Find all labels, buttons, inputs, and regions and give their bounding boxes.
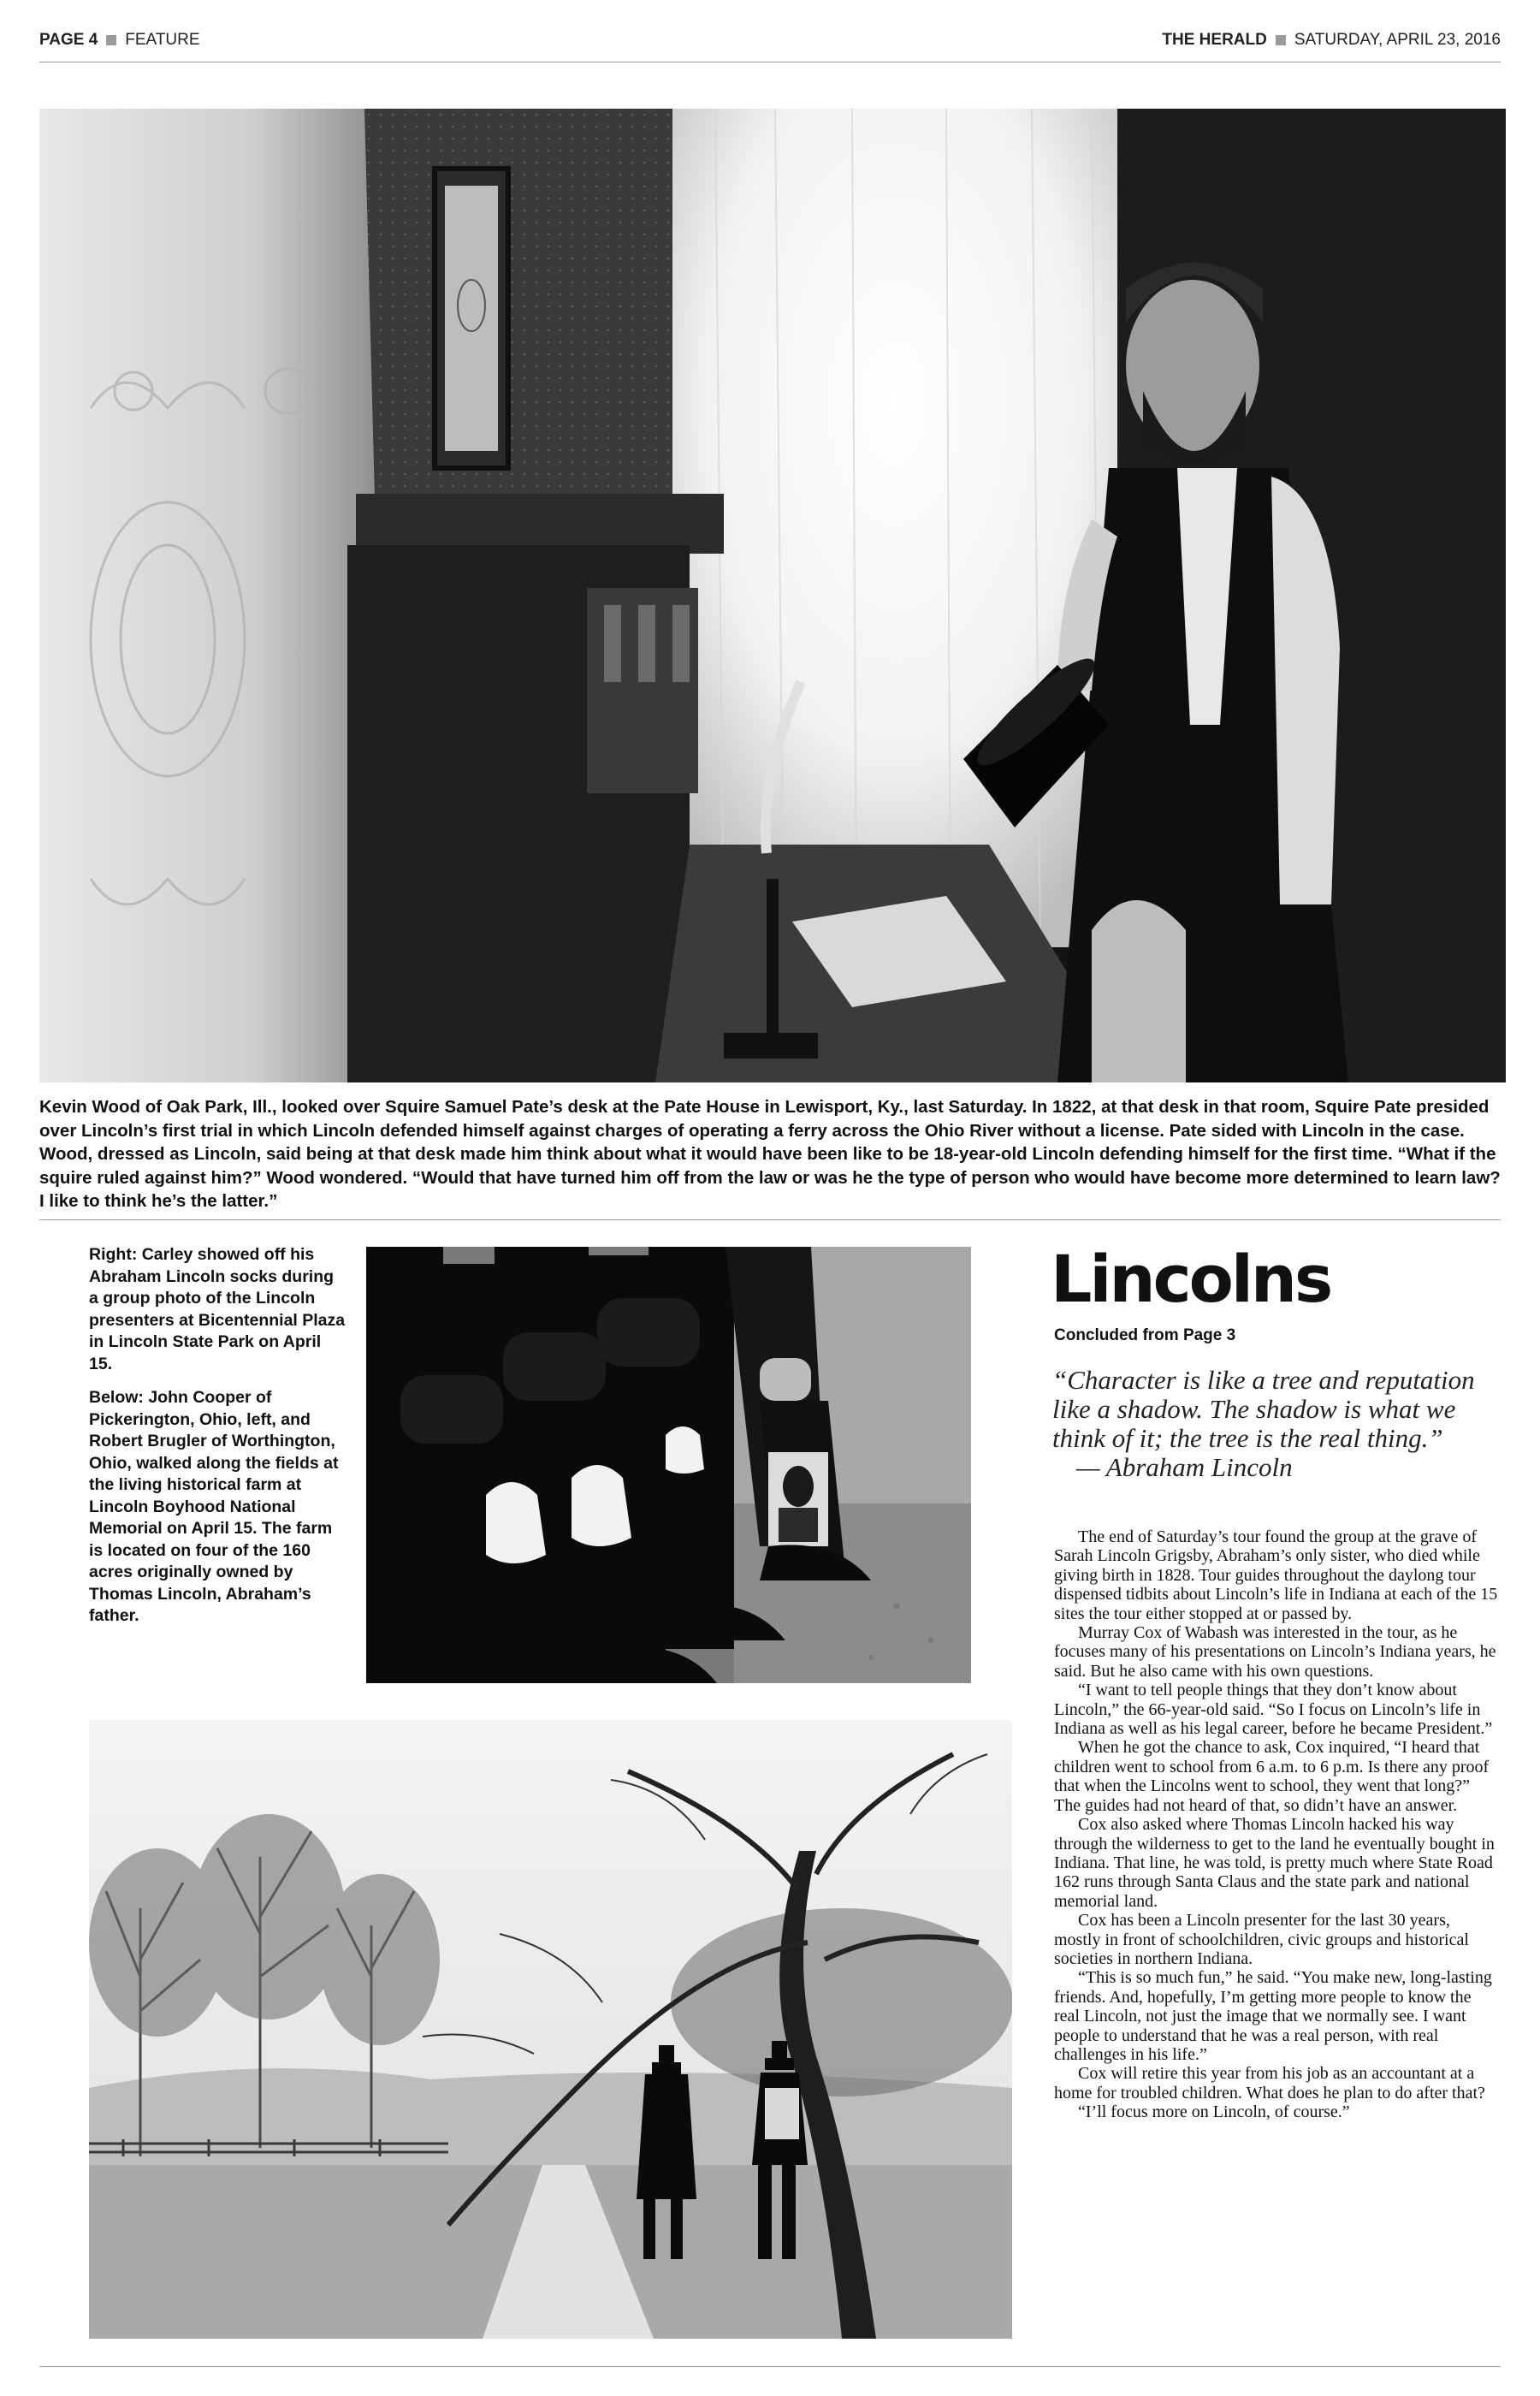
pull-quote-attribution: — Abraham Lincoln	[1076, 1452, 1293, 1482]
article-paragraph: “This is so much fun,” he said. “You make new, long-lasting friends. And, hopefully, I’m getting more people to know the real Lincoln, not just the image that we normally see. I want people to understand that he was a real person, with real challenges in his life.”	[1054, 1968, 1492, 2064]
article-paragraph: “I’ll focus more on Lincoln, of course.”	[1078, 2102, 1350, 2122]
square-icon	[1276, 35, 1286, 45]
main-photo-caption: Kevin Wood of Oak Park, Ill., looked over Squire Samuel Pate’s desk at the Pate House in Lewisport, Ky., last Saturday. In 1822, at that desk in that room, Squire Pate presided over Lincoln’s first trial in which Lincoln defended himself against charges of operating a ferry across the Ohio River without a license. Pate sided with Lincoln in the case. Wood, dressed as Lincoln, said being at that desk made him think about what it would have been like to be 18-year-old Lincoln defending himself for the first time. “What if the squire ruled against him?” Wood wondered. “Would that have turned him off from the law or was he the type of person who would have become more determined to learn law? I like to think he’s the latter.”	[39, 1097, 1501, 1211]
article-body	[1054, 1527, 1499, 2122]
article-headline: Lincolns	[1051, 1241, 1331, 1317]
article-paragraph: Cox has been a Lincoln presenter for the last 30 years, mostly in front of schoolchildren, civic groups and historical societies in northern Indiana.	[1054, 1911, 1469, 1968]
header-left	[39, 31, 200, 50]
article-paragraph: When he got the chance to ask, Cox inquired, “I heard that children went to school from 6 a.m. to 6 p.m. Is there any proof that when the Lincolns went to school, they went that long?” The guides had not heard of that, so didn’t have an answer.	[1054, 1738, 1490, 1815]
caption-rule	[39, 1219, 1501, 1220]
main-photo	[39, 109, 1506, 1082]
pull-quote	[1052, 1366, 1497, 1482]
article-paragraph: Murray Cox of Wabash was interested in the tour, as he focuses many of his presentations on Lincoln’s Indiana years, he said. But he also came with his own questions.	[1054, 1623, 1496, 1681]
socks-photo	[366, 1247, 971, 1683]
farm-photo	[89, 1720, 1012, 2339]
section-name: FEATURE	[125, 31, 200, 49]
side-captions	[89, 1244, 346, 1640]
pull-quote-text: “Character is like a tree and reputation like a shadow. The shadow is what we think of it; the tree is the real thing.”	[1052, 1365, 1475, 1453]
article-paragraph: Cox also asked where Thomas Lincoln hacked his way through the wilderness to get to the land he eventually bought in Indiana. That line, he was told, is pretty much where State Road 162 runs through Santa Claus and the state park and national memorial land.	[1054, 1815, 1495, 1911]
jump-line: Concluded from Page 3	[1054, 1326, 1236, 1344]
paper-name: THE HERALD	[1162, 31, 1267, 49]
issue-date: SATURDAY, APRIL 23, 2016	[1294, 31, 1501, 49]
page-header	[39, 26, 1501, 60]
page-number: PAGE 4	[39, 31, 98, 49]
article-paragraph: The end of Saturday’s tour found the group at the grave of Sarah Lincoln Grigsby, Abraham’s only sister, who died while giving birth in 1828. Tour guides throughout the daylong tour dispensed tidbits about Lincoln’s life in Indiana at each of the 15 sites the tour either stopped at or passed by.	[1054, 1527, 1498, 1623]
farm-photo-caption: Below: John Cooper of Pickerington, Ohio, left, and Robert Brugler of Worthington, Ohio, walked along the fields at the living historical farm at Lincoln Boyhood National Memorial on April 15. The farm is located on four of the 160 acres originally owned by Thomas Lincoln, Abraham’s father.	[89, 1388, 339, 1625]
socks-photo-caption: Right: Carley showed off his Abraham Lincoln socks during a group photo of the Lincoln presenters at Bicentennial Plaza in Lincoln State Park on April 15.	[89, 1245, 346, 1373]
footer-rule	[39, 2366, 1501, 2367]
article-paragraph: “I want to tell people things that they don’t know about Lincoln,” the 66-year-old said. “So I focus on Lincoln’s life in Indiana as well as his legal career, before he became President.”	[1054, 1681, 1493, 1739]
square-icon	[106, 35, 116, 45]
article-paragraph: Cox will retire this year from his job as an accountant at a home for troubled children. What does he plan to do after that?	[1054, 2064, 1485, 2102]
header-right	[1162, 31, 1501, 50]
